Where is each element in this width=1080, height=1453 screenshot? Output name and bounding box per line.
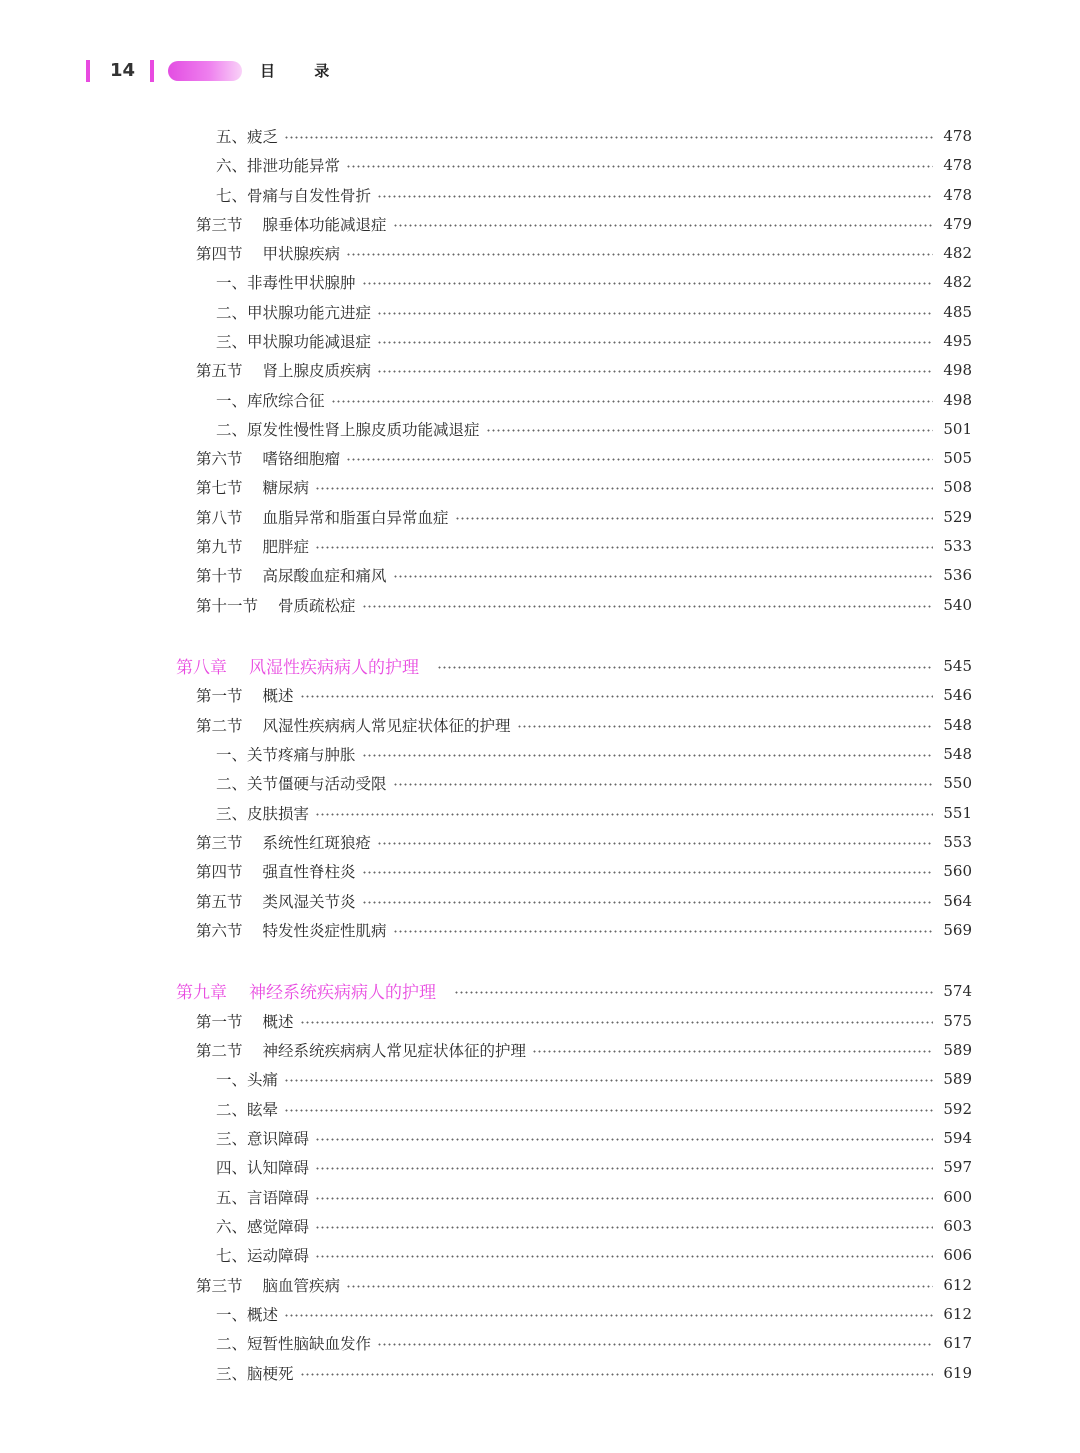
- toc-entry: [216, 1299, 972, 1328]
- entry-page-number: 550: [943, 773, 972, 792]
- entry-page-number: 575: [943, 1011, 972, 1030]
- section-number: 第六节: [196, 921, 243, 940]
- dot-leader: [362, 605, 933, 608]
- dot-leader: [346, 458, 933, 461]
- entry-title: 概述: [262, 686, 294, 705]
- section-number: 第一节: [196, 686, 243, 705]
- toc-entry: [216, 1240, 972, 1269]
- dot-leader: [300, 1021, 933, 1024]
- entry-page-number: 606: [943, 1245, 972, 1264]
- dot-leader: [315, 1197, 933, 1200]
- dot-leader: [393, 783, 933, 786]
- toc-entry: [216, 121, 972, 150]
- toc-entry: [196, 531, 972, 560]
- dot-leader: [315, 1226, 933, 1229]
- section-number: 第五节: [196, 892, 243, 911]
- entry-page-number: 617: [943, 1333, 972, 1352]
- entry-page-number: 551: [943, 803, 972, 822]
- section-number: 第四节: [196, 244, 243, 263]
- entry-title: 一、概述: [216, 1305, 279, 1324]
- entry-page-number: 619: [943, 1363, 972, 1382]
- entry-title: 六、感觉障碍: [216, 1217, 310, 1236]
- toc-entry: [196, 915, 972, 944]
- entry-page-number: 553: [943, 832, 972, 851]
- dot-leader: [362, 754, 933, 757]
- entry-page-number: 548: [943, 715, 972, 734]
- dot-leader: [346, 165, 933, 168]
- entry-title: 糖尿病: [262, 478, 310, 497]
- toc-entry: [196, 710, 972, 739]
- entry-title: 二、甲状腺功能亢进症: [216, 303, 372, 322]
- entry-title: 骨质疏松症: [278, 596, 356, 615]
- toc-entry: [196, 1006, 972, 1035]
- toc-chapter-entry: [176, 976, 972, 1005]
- entry-page-number: 495: [943, 331, 972, 350]
- entry-title: 七、运动障碍: [216, 1246, 310, 1265]
- entry-page-number: 498: [943, 390, 972, 409]
- entry-title: 五、疲乏: [216, 127, 279, 146]
- chapter-number: 第八章: [176, 658, 227, 678]
- dot-leader: [315, 487, 933, 490]
- dot-leader: [455, 517, 933, 520]
- section-number: 第六节: [196, 449, 243, 468]
- dot-leader: [331, 400, 933, 403]
- toc-entry: [196, 886, 972, 915]
- toc-entry: [216, 1094, 972, 1123]
- dot-leader: [284, 136, 933, 139]
- page-number: 14: [110, 60, 136, 81]
- entry-title: 三、脑梗死: [216, 1364, 294, 1383]
- dot-leader: [284, 1079, 933, 1082]
- toc-entry: [196, 680, 972, 709]
- entry-title: 三、皮肤损害: [216, 804, 310, 823]
- page-title: 目 录: [260, 62, 330, 80]
- entry-page-number: 612: [943, 1275, 972, 1294]
- dot-leader: [284, 1109, 933, 1112]
- toc-entry: [196, 1035, 972, 1064]
- dot-leader: [362, 282, 933, 285]
- entry-page-number: 498: [943, 360, 972, 379]
- entry-title: 概述: [262, 1012, 294, 1031]
- entry-title: 一、库欣综合征: [216, 391, 325, 410]
- toc-entry: [216, 768, 972, 797]
- toc-entry: [216, 1358, 972, 1387]
- toc-entry: [216, 180, 972, 209]
- dot-leader: [393, 575, 933, 578]
- toc-entry: [216, 739, 972, 768]
- toc-entry: [216, 326, 972, 355]
- entry-title: 肾上腺皮质疾病: [262, 361, 372, 380]
- toc-entry: [196, 827, 972, 856]
- entry-page-number: 560: [943, 861, 972, 880]
- entry-page-number: 501: [943, 419, 972, 438]
- section-number: 第十一节: [196, 596, 259, 615]
- toc-chapter-entry: [176, 651, 972, 680]
- dot-leader: [377, 341, 933, 344]
- entry-title: 五、言语障碍: [216, 1188, 310, 1207]
- toc-entry: [216, 1123, 972, 1152]
- entry-page-number: 569: [943, 920, 972, 939]
- section-number: 第五节: [196, 361, 243, 380]
- dot-leader: [437, 666, 933, 669]
- entry-page-number: 478: [943, 155, 972, 174]
- toc-entry: [196, 238, 972, 267]
- entry-title: 特发性炎症性肌病: [262, 921, 387, 940]
- dot-leader: [377, 195, 933, 198]
- toc-entry: [216, 1211, 972, 1240]
- toc-entry: [196, 472, 972, 501]
- dot-leader: [454, 991, 933, 994]
- entry-title: 高尿酸血症和痛风: [262, 566, 387, 585]
- dot-leader: [300, 695, 933, 698]
- entry-title: 神经系统疾病病人常见症状体征的护理: [262, 1041, 527, 1060]
- entry-title: 二、原发性慢性肾上腺皮质功能减退症: [216, 420, 480, 439]
- entry-page-number: 529: [943, 507, 972, 526]
- toc-entry: [196, 502, 972, 531]
- entry-page-number: 482: [943, 272, 972, 291]
- section-number: 第一节: [196, 1012, 243, 1031]
- chapter-number: 第九章: [176, 983, 227, 1003]
- dot-leader: [517, 725, 933, 728]
- toc-entry: [216, 1328, 972, 1357]
- section-number: 第七节: [196, 478, 243, 497]
- entry-title: 风湿性疾病病人的护理: [249, 658, 419, 678]
- entry-page-number: 574: [943, 981, 972, 1000]
- entry-title: 二、短暂性脑缺血发作: [216, 1334, 372, 1353]
- entry-title: 脑血管疾病: [262, 1276, 341, 1295]
- dot-leader: [284, 1314, 933, 1317]
- entry-title: 强直性脊柱炎: [262, 862, 356, 881]
- toc-entry: [216, 1182, 972, 1211]
- entry-title: 血脂异常和脂蛋白异常血症: [262, 508, 449, 527]
- entry-title: 四、认知障碍: [216, 1158, 310, 1177]
- toc-entry: [216, 297, 972, 326]
- entry-title: 一、关节疼痛与肿胀: [216, 745, 356, 764]
- entry-title: 二、眩晕: [216, 1100, 279, 1119]
- entry-title: 六、排泄功能异常: [216, 156, 341, 175]
- entry-title: 系统性红斑狼疮: [262, 833, 372, 852]
- entry-title: 腺垂体功能减退症: [262, 215, 387, 234]
- entry-page-number: 600: [943, 1187, 972, 1206]
- entry-page-number: 505: [943, 448, 972, 467]
- toc-entry: [196, 209, 972, 238]
- dot-leader: [346, 253, 933, 256]
- entry-page-number: 482: [943, 243, 972, 262]
- dot-leader: [315, 1138, 933, 1141]
- entry-title: 神经系统疾病病人的护理: [249, 983, 436, 1003]
- entry-page-number: 540: [943, 595, 972, 614]
- dot-leader: [377, 312, 933, 315]
- dot-leader: [532, 1050, 933, 1053]
- toc-entry: [216, 798, 972, 827]
- entry-page-number: 594: [943, 1128, 972, 1147]
- dot-leader: [377, 842, 933, 845]
- entry-title: 风湿性疾病病人常见症状体征的护理: [262, 716, 511, 735]
- dot-leader: [315, 1167, 933, 1170]
- section-number: 第三节: [196, 833, 243, 852]
- section-number: 第二节: [196, 1041, 243, 1060]
- entry-title: 一、头痛: [216, 1070, 279, 1089]
- entry-page-number: 564: [943, 891, 972, 910]
- dot-leader: [393, 224, 933, 227]
- toc-entry: [196, 355, 972, 384]
- entry-page-number: 592: [943, 1099, 972, 1118]
- entry-title: 二、关节僵硬与活动受限: [216, 774, 387, 793]
- toc-entry: [196, 1270, 972, 1299]
- toc-entry: [216, 385, 972, 414]
- entry-title: 三、甲状腺功能减退症: [216, 332, 372, 351]
- entry-page-number: 589: [943, 1040, 972, 1059]
- entry-page-number: 533: [943, 536, 972, 555]
- entry-page-number: 479: [943, 214, 972, 233]
- toc-entry: [216, 150, 972, 179]
- entry-title: 类风湿关节炎: [262, 892, 356, 911]
- entry-page-number: 546: [943, 685, 972, 704]
- dot-leader: [300, 1373, 933, 1376]
- section-number: 第八节: [196, 508, 243, 527]
- entry-page-number: 485: [943, 302, 972, 321]
- dot-leader: [362, 871, 933, 874]
- toc-entry: [216, 1064, 972, 1093]
- dot-leader: [362, 901, 933, 904]
- entry-title: 一、非毒性甲状腺肿: [216, 273, 356, 292]
- section-number: 第三节: [196, 215, 243, 234]
- toc-entry: [196, 590, 972, 619]
- section-number: 第九节: [196, 537, 243, 556]
- entry-page-number: 536: [943, 565, 972, 584]
- entry-title: 三、意识障碍: [216, 1129, 310, 1148]
- toc-entry: [216, 267, 972, 296]
- entry-page-number: 612: [943, 1304, 972, 1323]
- dot-leader: [315, 1255, 933, 1258]
- toc-entry: [216, 414, 972, 443]
- dot-leader: [315, 813, 933, 816]
- entry-page-number: 603: [943, 1216, 972, 1235]
- dot-leader: [377, 370, 933, 373]
- entry-title: 七、骨痛与自发性骨折: [216, 186, 372, 205]
- dot-leader: [393, 930, 933, 933]
- entry-page-number: 545: [943, 656, 972, 675]
- entry-page-number: 478: [943, 126, 972, 145]
- entry-title: 肥胖症: [262, 537, 310, 556]
- entry-page-number: 597: [943, 1157, 972, 1176]
- section-number: 第二节: [196, 716, 243, 735]
- toc-entry: [196, 856, 972, 885]
- dot-leader: [315, 546, 933, 549]
- entry-page-number: 548: [943, 744, 972, 763]
- entry-page-number: 589: [943, 1069, 972, 1088]
- toc-entry: [196, 443, 972, 472]
- section-number: 第四节: [196, 862, 243, 881]
- entry-title: 嗜铬细胞瘤: [262, 449, 341, 468]
- dot-leader: [346, 1285, 933, 1288]
- dot-leader: [377, 1343, 933, 1346]
- section-number: 第三节: [196, 1276, 243, 1295]
- section-number: 第十节: [196, 566, 243, 585]
- entry-page-number: 478: [943, 185, 972, 204]
- entry-page-number: 508: [943, 477, 972, 496]
- toc-entry: [216, 1152, 972, 1181]
- toc-entry: [196, 560, 972, 589]
- dot-leader: [486, 429, 933, 432]
- entry-title: 甲状腺疾病: [262, 244, 341, 263]
